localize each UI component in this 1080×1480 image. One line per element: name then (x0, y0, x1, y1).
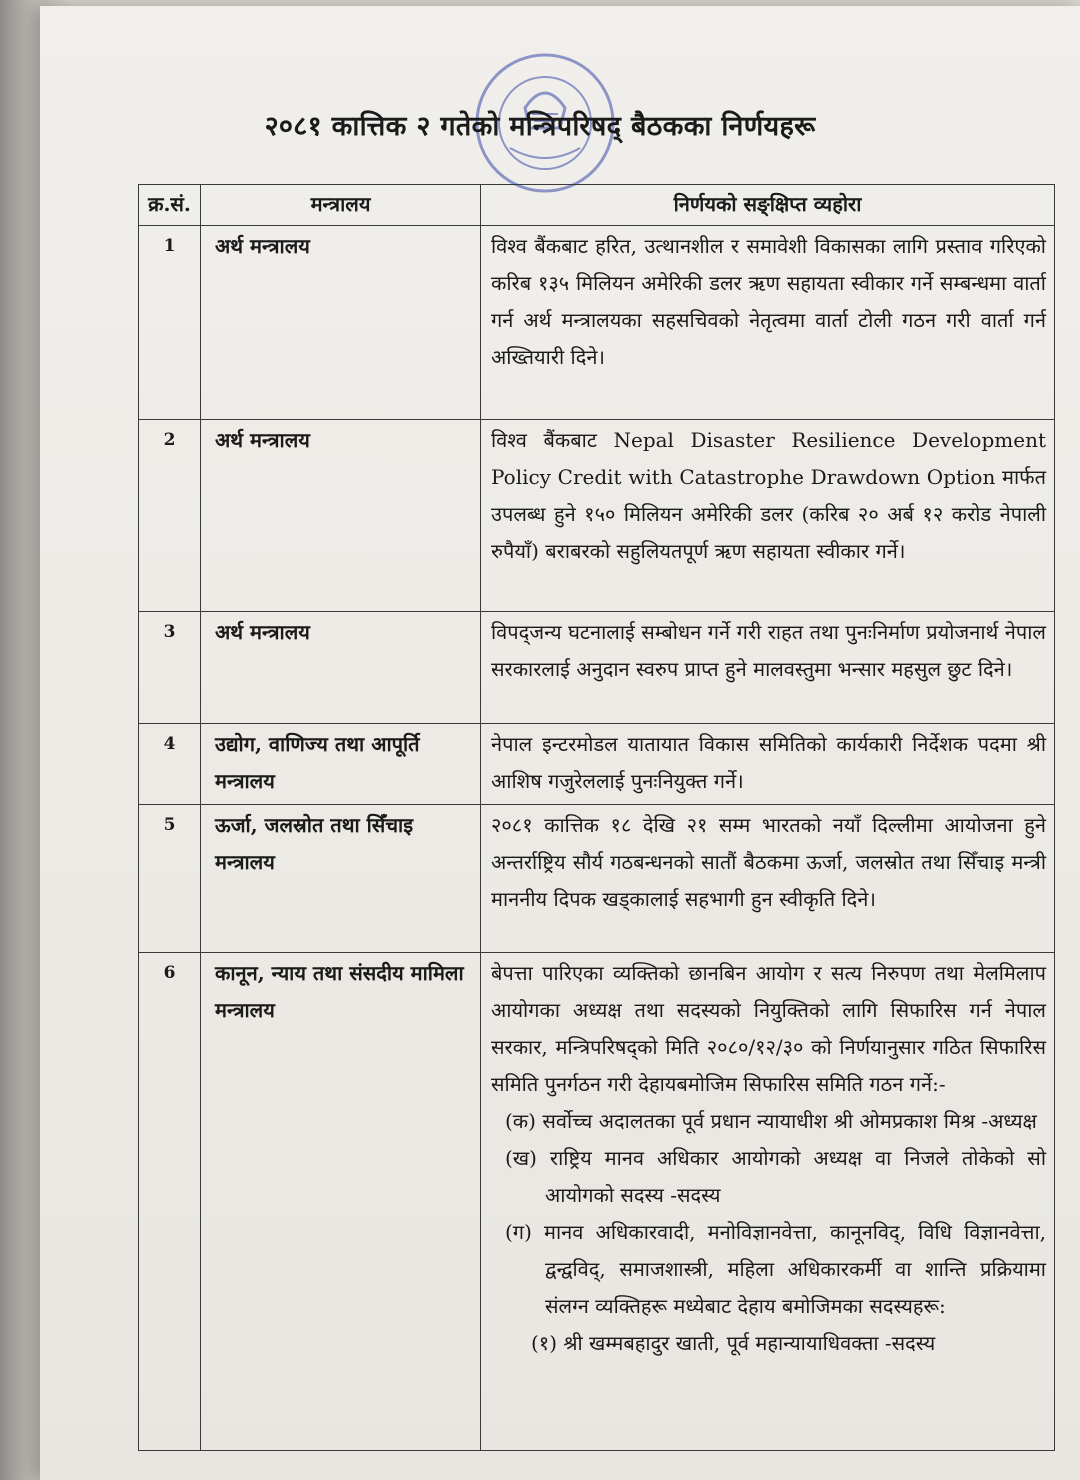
table-row (139, 612, 1055, 724)
row-decision: विपद्जन्य घटनालाई सम्बोधन गर्ने गरी राहत तथा पुनःनिर्माण प्रयोजनार्थ नेपाल सरकारलाई अनुदान स्वरुप प्राप्त हुने मालवस्तुमा भन्सार महसुल छुट दिने। (481, 612, 1055, 724)
row-serial: 3 (139, 612, 201, 724)
row-ministry: अर्थ मन्त्रालय (201, 420, 481, 612)
row-decision (481, 953, 1055, 1451)
row-ministry: अर्थ मन्त्रालय (201, 612, 481, 724)
header-decision: निर्णयको सङ्क्षिप्त व्यहोरा (481, 185, 1055, 226)
row-serial: 6 (139, 953, 201, 1451)
row-ministry: कानून, न्याय तथा संसदीय मामिला मन्त्रालय (201, 953, 481, 1451)
table-row (139, 724, 1055, 805)
header-ministry: मन्त्रालय (201, 185, 481, 226)
table-row (139, 805, 1055, 953)
row-decision: विश्व बैंकबाट Nepal Disaster Resilience Development Policy Credit with Catastrophe Drawdown Option मार्फत उपलब्ध हुने १५० मिलियन अमेरिकी डलर (करिब २० अर्ब १२ करोड नेपाली रुपैयाँ) बराबरको सहुलियतपूर्ण ऋण सहायता स्वीकार गर्ने। (481, 420, 1055, 612)
row-serial: 4 (139, 724, 201, 805)
row-serial: 1 (139, 226, 201, 420)
table-header-row (139, 185, 1055, 226)
row-ministry: अर्थ मन्त्रालय (201, 226, 481, 420)
row-decision: २०८१ कात्तिक १८ देखि २१ सम्म भारतको नयाँ दिल्लीमा आयोजना हुने अन्तर्राष्ट्रिय सौर्य गठबन्धनको सातौं बैठकमा ऊर्जा, जलस्रोत तथा सिँचाइ मन्त्री माननीय दिपक खड्कालाई सहभागी हुन स्वीकृति दिने। (481, 805, 1055, 953)
row-decision: विश्व बैंकबाट हरित, उत्थानशील र समावेशी विकासका लागि प्रस्ताव गरिएको करिब १३५ मिलियन अमेरिकी डलर ऋण सहायता स्वीकार गर्ने सम्बन्धमा वार्ता गर्न अर्थ मन्त्रालयका सहसचिवको नेतृत्वमा वार्ता टोली गठन गरी वार्ता गर्न अख्तियारी दिने। (481, 226, 1055, 420)
row-decision: नेपाल इन्टरमोडल यातायात विकास समितिको कार्यकारी निर्देशक पदमा श्री आशिष गजुरेललाई पुनःनियुक्त गर्ने। (481, 724, 1055, 805)
header-serial: क्र.सं. (139, 185, 201, 226)
committee-item: (ग) मानव अधिकारवादी, मनोविज्ञानवेत्ता, कानूनविद्, विधि विज्ञानवेत्ता, द्वन्द्वविद्, समाजशास्त्री, महिला अधिकारकर्मी वा शान्ति प्रक्रियामा संलग्न व्यक्तिहरू मध्येबाट देहाय बमोजिमका सदस्यहरू: (505, 1220, 1046, 1318)
committee-subitem: (१) श्री खम्मबहादुर खाती, पूर्व महान्यायाधिवक्ता -सदस्य (531, 1331, 936, 1355)
row-ministry: उद्योग, वाणिज्य तथा आपूर्ति मन्त्रालय (201, 724, 481, 805)
decisions-table (138, 184, 1055, 1451)
committee-item: (क) सर्वोच्च अदालतका पूर्व प्रधान न्यायाधीश श्री ओमप्रकाश मिश्र -अध्यक्ष (505, 1109, 1037, 1133)
committee-item: (ख) राष्ट्रिय मानव अधिकार आयोगको अध्यक्ष वा निजले तोकेको सो आयोगको सदस्य -सदस्य (505, 1146, 1046, 1207)
page-title: २०८१ कात्तिक २ गतेको मन्त्रिपरिषद् बैठकका निर्णयहरू (264, 111, 816, 142)
row-serial: 5 (139, 805, 201, 953)
table-row (139, 953, 1055, 1451)
decision-intro: बेपत्ता पारिएका व्यक्तिको छानबिन आयोग र सत्य निरुपण तथा मेलमिलाप आयोगका अध्यक्ष तथा सदस्यको नियुक्तिको लागि सिफारिस गर्न नेपाल सरकार, मन्त्रिपरिषद्को मिति २०८०/१२/३० को निर्णयानुसार गठित सिफारिस समिति पुनर्गठन गरी देहायबमोजिम सिफारिस समिति गठन गर्ने:- (491, 961, 1046, 1096)
row-serial: 2 (139, 420, 201, 612)
table-row (139, 226, 1055, 420)
table-row (139, 420, 1055, 612)
row-ministry: ऊर्जा, जलस्रोत तथा सिँचाइ मन्त्रालय (201, 805, 481, 953)
